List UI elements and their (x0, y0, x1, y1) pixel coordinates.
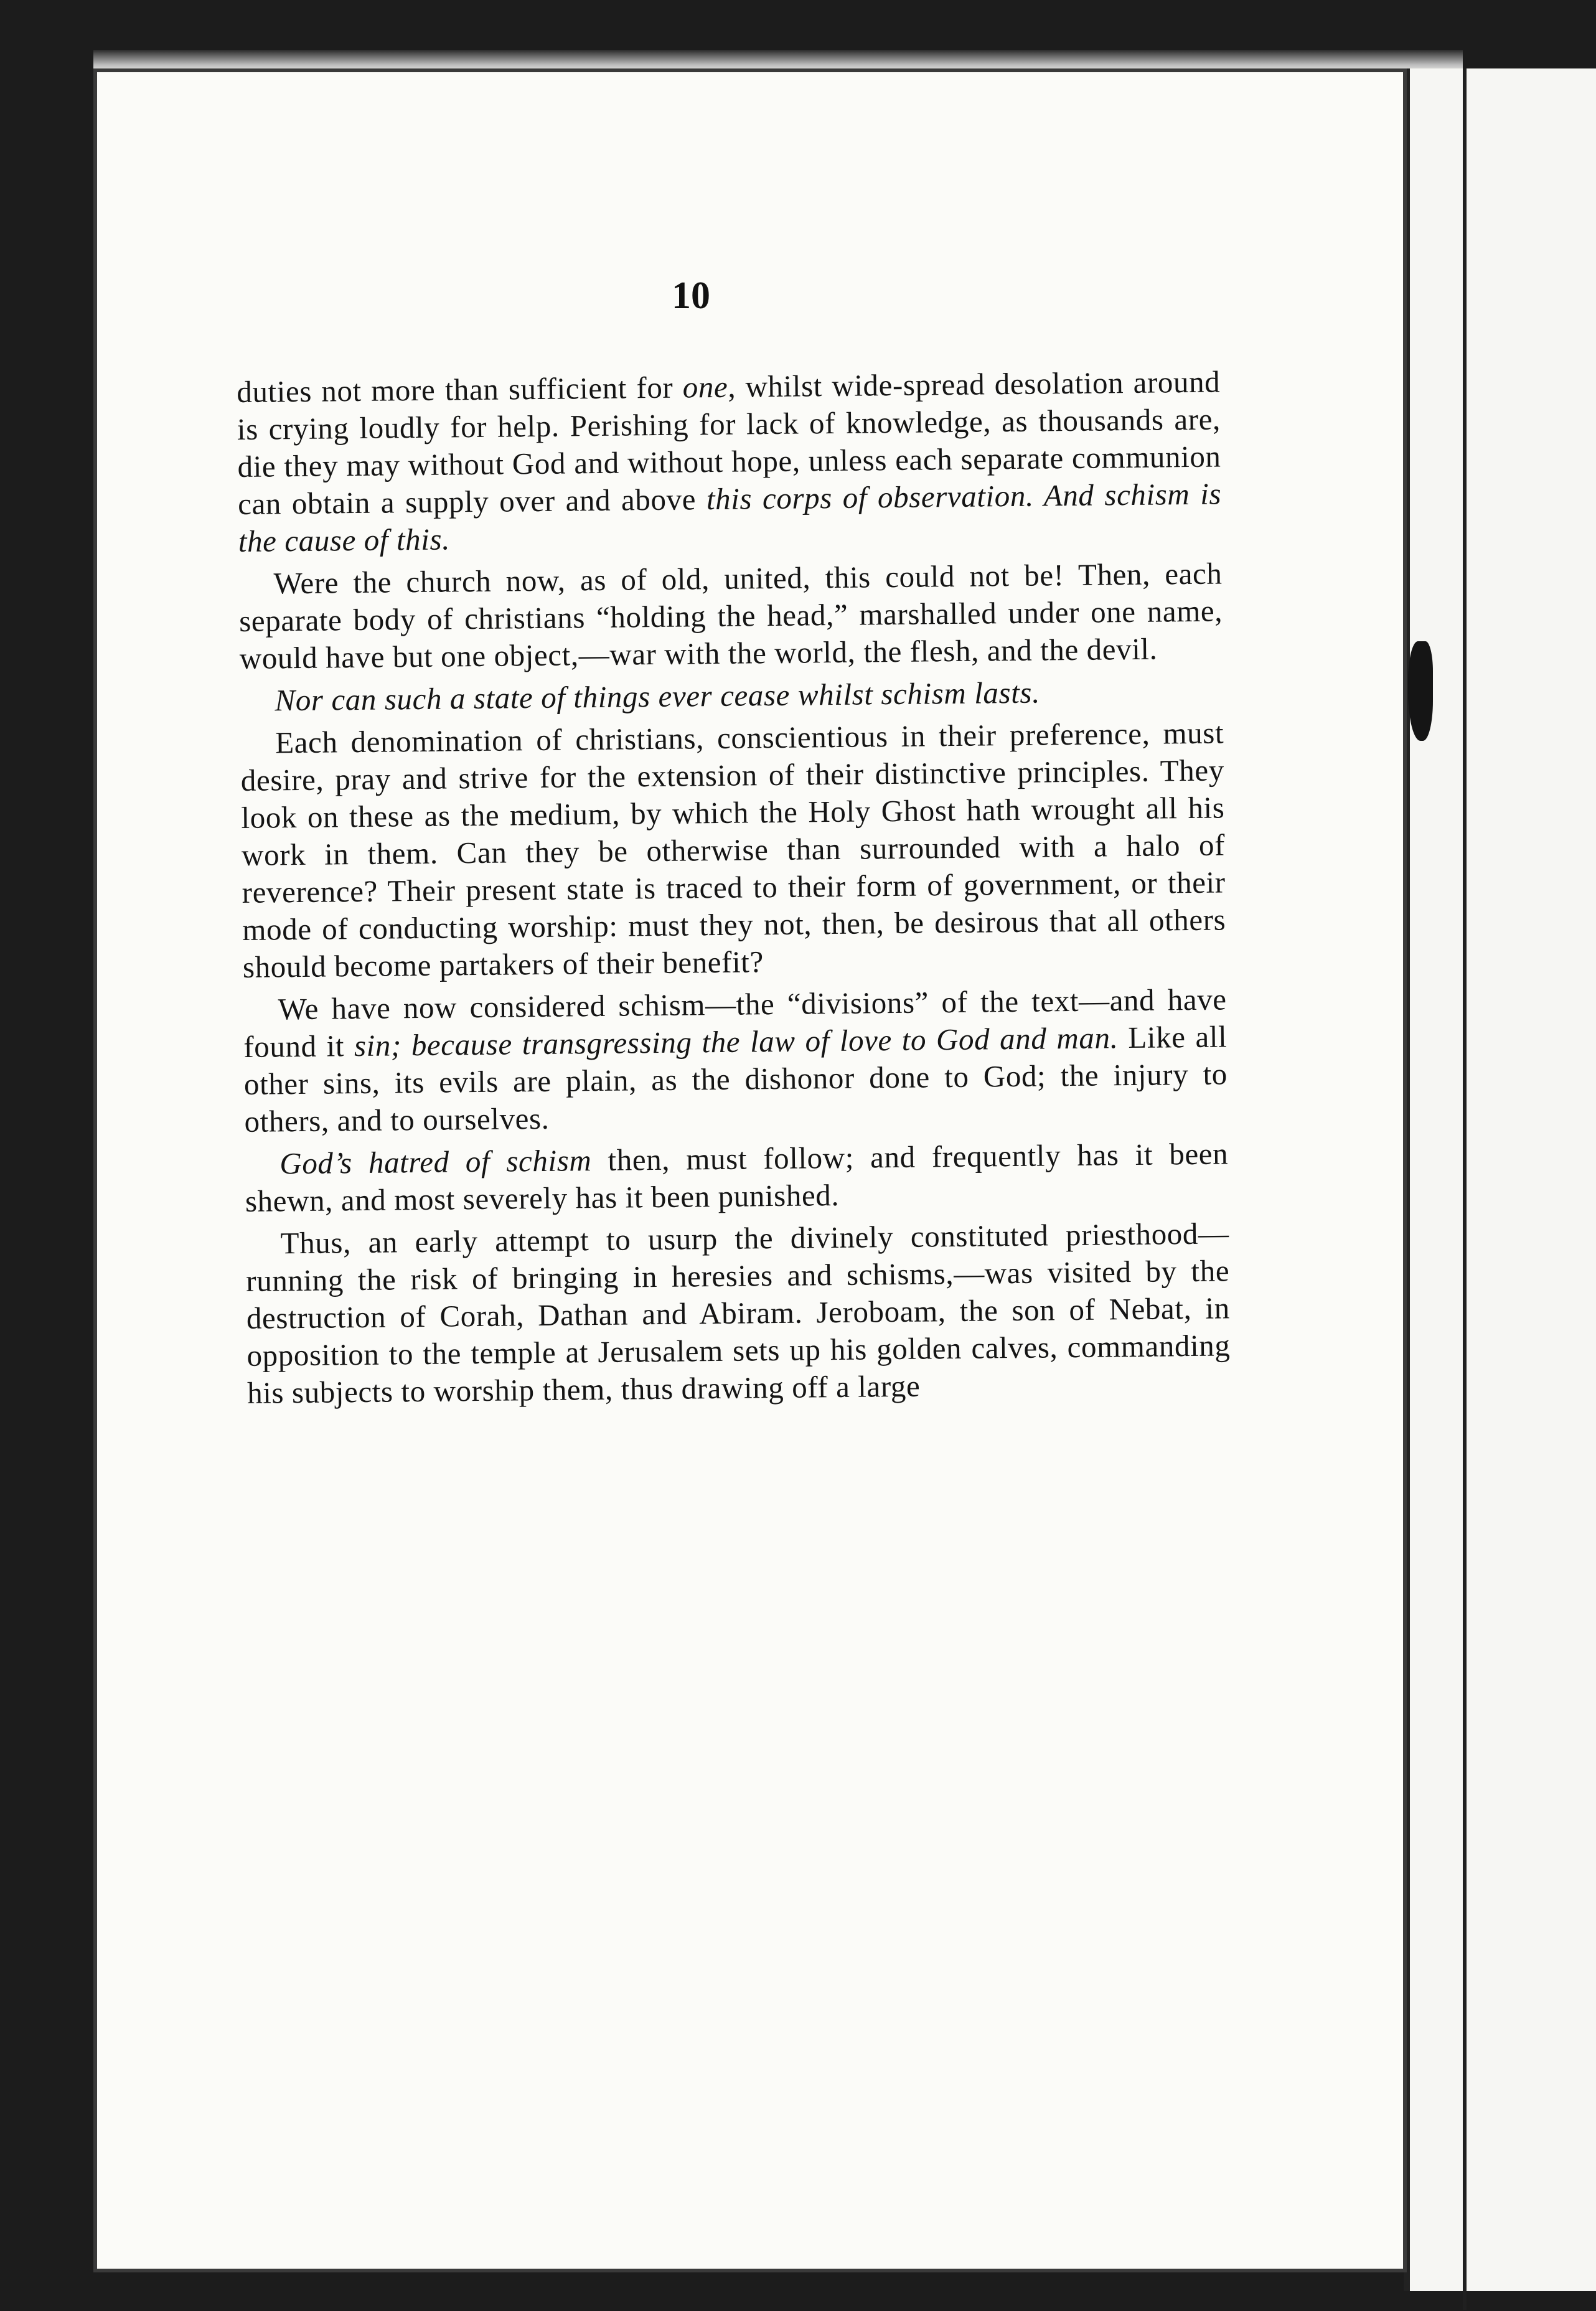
paragraph (238, 555, 1223, 677)
paragraph (237, 363, 1222, 560)
text-run: Were the church now, as of old, united, this could not be! Then, each separate body of christians “holding the head,” marshalled under one name, would have but one object,—war with the world, the flesh, and the devil. (238, 556, 1223, 675)
text-run: Like all other sins, its evils are plain, as the dishonor done to God; the injury to others, and to ourselves. (243, 1019, 1228, 1139)
paragraph (245, 1135, 1229, 1220)
italic-text-run: sin; because transgressing the law of love to God and man. (354, 1020, 1119, 1063)
paragraph (240, 714, 1226, 986)
paragraph (240, 672, 1224, 720)
page-fold-line (1463, 68, 1467, 2310)
text-run: Each denomination of christians, conscientious in their preference, must desire, pray and strive for the extension of their distinctive principles. They look on these as the medium, by which the Holy Ghost hath wrought all his work in them. Can they be otherwise than surrounded with a halo of reverence? Their present state is traced to their form of government, or their mode of conducting worship: must they not, then, be desirous that all others should become partakers of their benefit? (240, 715, 1226, 984)
body-text (237, 363, 1231, 1411)
italic-text-run: one (682, 369, 728, 405)
ink-blot (1408, 641, 1433, 741)
text-run: Thus, an early attempt to usurp the divinely constituted priesthood—running the risk of bringing in heresies and schisms,—was visited by the destruction of Corah, Dathan and Abiram. Jeroboam, the son of Nebat, in opposition to the temple at Jerusalem sets up his golden calves, commanding his subjects to worship them, thus drawing off a large (245, 1216, 1231, 1410)
text-run: then, must follow; and frequently has it been shewn, and most severely has it been punished. (245, 1136, 1229, 1218)
paragraph (245, 1215, 1231, 1412)
page-number: 10 (672, 275, 710, 317)
italic-text-run: God’s hatred of schism (279, 1143, 592, 1181)
text-run: duties not more than sufficient for (237, 370, 683, 409)
adjacent-page-edge (1404, 68, 1596, 2291)
paragraph (243, 981, 1228, 1141)
italic-text-run: Nor can such a state of things ever cease whilst schism lasts. (275, 675, 1041, 718)
italic-text-run: this corps of observation. And schism is the cause of this. (238, 476, 1222, 558)
text-run: We have now considered schism—the “divisions” of the text—and have found it (243, 982, 1227, 1064)
text-run: , whilst wide-spread desolation around is crying loudly for help. Perishing for lack of knowledge, as thousands are, die they may without God and without hope, unless each separate communion can obtain a supply over and above (237, 364, 1221, 521)
